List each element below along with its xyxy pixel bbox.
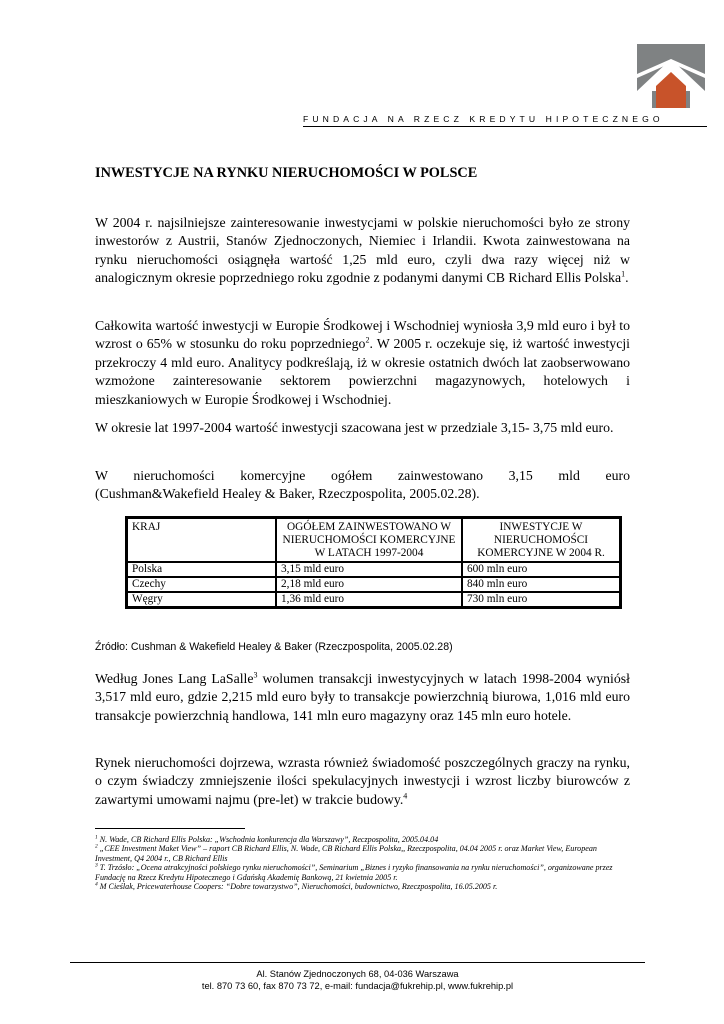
paragraph-6 bbox=[95, 754, 630, 809]
footnote-2 bbox=[95, 844, 635, 863]
table-source: Źródło: Cushman & Wakefield Healey & Baker (Rzeczpospolita, 2005.02.28) bbox=[95, 641, 453, 653]
fundacja-house-logo-icon bbox=[637, 44, 705, 108]
paragraph-3: W okresie lat 1997-2004 wartość inwestycji szacowana jest w przedziale 3,15- 3,75 mld euro. bbox=[95, 420, 614, 435]
cell-total: 3,15 mld euro bbox=[276, 562, 462, 577]
organization-name: FUNDACJA NA RZECZ KREDYTU HIPOTECZNEGO bbox=[303, 114, 664, 124]
table-row bbox=[127, 577, 620, 592]
footer-contact: tel. 870 73 60, fax 870 73 72, e-mail: fundacja@fukrehip.pl, www.fukrehip.pl bbox=[201, 981, 514, 991]
paragraph-6-text: Rynek nieruchomości dojrzewa, wzrasta również świadomość poszczególnych graczy na rynku, o czym świadczy zmniejszenie ilości spekulacyjnych inwestycji i wzrost liczby biurowców z zawartymi umowami najmu (pre-let) w trakcie budowy. bbox=[95, 755, 630, 807]
table-header-row bbox=[127, 518, 620, 562]
cell-total: 1,36 mld euro bbox=[276, 592, 462, 607]
table-row bbox=[127, 562, 620, 577]
header-country: KRAJ bbox=[127, 518, 276, 562]
footnote-text: T. Trzósło: „Ocena atrakcyjności polskiego rynku nieruchomości”, Seminarium „Biznes i ryzyko finansowania na rynku nieruchomości”, organizowane przez Fundację na Rzecz Kredytu Hipotecznego i Gdańską Akademię Bankową, 21 kwietnia 2005 r. bbox=[95, 863, 613, 882]
paragraph-1-end: . bbox=[625, 270, 629, 286]
paragraph-2-rest: . W 2005 r. oczekuje się, iż wartość inwestycji przekroczy 4 mld euro. Analitycy podkreślają, iż w okresie ostatnich dwóch lat zaobserwowano wzmożone zainteresowanie sektorem powierzchni magazynowych, hotelowych i mieszkaniowych w Europie Środkowej i Wschodniej. bbox=[95, 336, 630, 407]
paragraph-2-text: Całkowita wartość inwestycji w Europie Środkowej i Wschodniej wyniosła 3,9 mld euro i był to wzrost o 65% w stosunku do roku poprzedniego bbox=[95, 318, 630, 352]
paragraph-1-text: W 2004 r. najsilniejsze zainteresowanie inwestycjami w polskie nieruchomości było ze strony inwestorów z Austrii, Stanów Zjednoczonych, Niemiec i Irlandii. Kwota zainwestowana na rynku nieruchomości osiągnęła wartość 1,25 mld euro, czyli dwa razy więcej niż w analogicznym okresie poprzedniego roku zgodnie z podanymi danymi CB Richard Ellis Polska bbox=[95, 215, 630, 286]
footnote-ref-4[interactable]: 4 bbox=[403, 791, 408, 801]
footnote-number: 2 bbox=[95, 843, 98, 850]
cell-total: 2,18 mld euro bbox=[276, 577, 462, 592]
footnote-4 bbox=[95, 882, 635, 891]
footer-divider bbox=[70, 962, 645, 963]
footnote-text: M Cieślak, Pricewaterhouse Coopers: “Dobre towarzystwo”, Nieruchomości, budownictwo, Rzeczpospolita, 16.05.2005 r. bbox=[97, 882, 498, 892]
footnote-ref-2[interactable]: 2 bbox=[365, 335, 370, 345]
page-footer bbox=[70, 968, 645, 992]
footnote-1 bbox=[95, 835, 635, 844]
paragraph-5-rest: wolumen transakcji inwestycyjnych w latach 1998-2004 wyniósł 3,517 mld euro, gdzie 2,215 mld euro były to transakcje powierzchnią biurowa, 1,016 mld euro transakcje powierzchnią handlowa, 141 mln euro magazyny oraz 145 mln euro hotele. bbox=[95, 671, 630, 723]
footnotes bbox=[95, 835, 635, 891]
header-divider bbox=[303, 126, 707, 127]
footnote-3 bbox=[95, 863, 635, 882]
footnote-text: N. Wade, CB Richard Ellis Polska: „Wschodnia konkurencja dla Warszawy”, Reczpospolita, 2005.04.04 bbox=[97, 835, 439, 844]
paragraph-1 bbox=[95, 214, 630, 288]
footnote-text: „CEE Investment Maket View” – raport CB Richard Ellis, N. Wade, CB Richard Ellis Polska,, Rzeczpospolita, 04.04 2005 r. oraz Market View, European Investment, Q4 2004 r., CB Richard Ellis bbox=[95, 844, 597, 863]
cell-country: Węgry bbox=[127, 592, 276, 607]
cell-2004: 840 mln euro bbox=[462, 577, 620, 592]
footnote-number: 3 bbox=[95, 862, 98, 869]
investment-table bbox=[125, 516, 622, 609]
footnote-number: 1 bbox=[95, 834, 98, 841]
cell-country: Polska bbox=[127, 562, 276, 577]
footnote-divider bbox=[95, 828, 245, 829]
paragraph-4-line-1: W nieruchomości komercyjne ogółem zainwestowano 3,15 mld euro bbox=[95, 468, 630, 483]
header-investment-2004: INWESTYCJE W NIERUCHOMOŚCI KOMERCYJNE W 2004 R. bbox=[462, 518, 620, 562]
header-total-1997-2004: OGÓŁEM ZAINWESTOWANO W NIERUCHOMOŚCI KOMERCYJNE W LATACH 1997-2004 bbox=[276, 518, 462, 562]
footer-address: Al. Stanów Zjednoczonych 68, 04-036 Warszawa bbox=[256, 969, 459, 979]
paragraph-5-start: Według Jones Lang LaSalle bbox=[95, 671, 254, 686]
cell-2004: 600 mln euro bbox=[462, 562, 620, 577]
footnote-ref-3[interactable]: 3 bbox=[253, 670, 258, 680]
document-title: INWESTYCJE NA RYNKU NIERUCHOMOŚCI W POLSCE bbox=[95, 165, 478, 181]
footnote-number: 4 bbox=[95, 881, 98, 888]
cell-country: Czechy bbox=[127, 577, 276, 592]
paragraph-4-line-2: (Cushman&Wakefield Healey & Baker, Rzeczpospolita, 2005.02.28). bbox=[95, 486, 480, 501]
paragraph-5 bbox=[95, 670, 630, 725]
paragraph-2 bbox=[95, 317, 630, 409]
cell-2004: 730 mln euro bbox=[462, 592, 620, 607]
table-row bbox=[127, 592, 620, 607]
footnote-ref-1[interactable]: 1 bbox=[621, 269, 626, 279]
